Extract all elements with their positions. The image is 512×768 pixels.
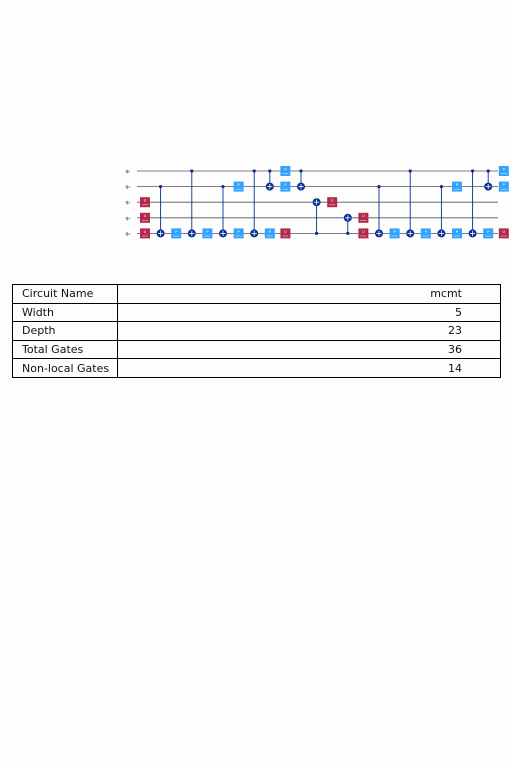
row-label: Non-local Gates (13, 359, 118, 378)
p-gate-label: P (502, 167, 505, 172)
p-gate (234, 228, 244, 238)
control-dot (190, 169, 193, 172)
row-label: Depth (13, 322, 118, 341)
u-gate-label: U (143, 198, 147, 203)
control-dot (315, 232, 318, 235)
u-gate (140, 197, 150, 207)
control-dot (377, 185, 380, 188)
p-gate-label: P (284, 183, 287, 187)
p-gate-label: P (455, 183, 459, 187)
table-row (13, 322, 501, 341)
p-gate (202, 228, 212, 238)
cnot-gate (375, 185, 383, 237)
p-gate (171, 228, 181, 238)
table-row (13, 340, 501, 359)
p-gate (499, 166, 509, 176)
p-gate-label: P (487, 229, 490, 234)
u-gate (327, 197, 337, 207)
p-gate (280, 166, 290, 176)
row-value: 36 (118, 340, 501, 359)
control-dot (409, 169, 412, 172)
circuit-info-table (12, 284, 501, 378)
p-gate (452, 228, 462, 238)
cnot-gate (484, 169, 492, 190)
table-row (13, 285, 501, 304)
qubit-label: q₁ (125, 185, 130, 191)
u-gate (140, 228, 150, 238)
row-label: Total Gates (13, 340, 118, 359)
control-dot (346, 232, 349, 235)
qubit-label: q₄ (125, 231, 130, 237)
control-dot (299, 169, 302, 172)
p-gate-label: P (237, 229, 240, 234)
u-gate-label: U (362, 229, 365, 234)
row-value: mcmt (118, 285, 501, 304)
control-dot (221, 185, 224, 188)
u-gate-label: U (143, 229, 147, 234)
circuit-diagram (0, 0, 512, 260)
u-gate-label: U (362, 214, 365, 219)
qubit-label: q₂ (125, 200, 130, 206)
cnot-gate (406, 169, 414, 237)
cnot-gate (266, 169, 274, 190)
control-dot (471, 169, 474, 172)
p-gate (265, 228, 275, 238)
qubit-labels (125, 170, 130, 237)
u-gate (358, 213, 368, 223)
cnot-gate (297, 169, 305, 190)
row-label: Circuit Name (13, 285, 118, 304)
table-row (13, 303, 501, 322)
p-gate-label: P (268, 229, 271, 234)
u-gate (499, 228, 509, 238)
control-dot (440, 185, 443, 188)
p-gate (280, 182, 290, 192)
p-gate-label: P (284, 167, 287, 172)
control-dot (487, 169, 490, 172)
p-gate (390, 228, 400, 238)
u-gate (140, 213, 150, 223)
control-dot (253, 169, 256, 172)
cnot-gate (313, 198, 321, 235)
p-gate (421, 228, 431, 238)
cnot-gate (188, 169, 196, 237)
cnot-gate (344, 214, 352, 235)
u-gate-label: U (143, 214, 147, 219)
p-gate (499, 182, 509, 192)
qubit-label: q₀ (125, 169, 130, 175)
row-value: 23 (118, 322, 501, 341)
p-gate-label: P (206, 229, 209, 234)
table-row (13, 359, 501, 378)
row-label: Width (13, 303, 118, 322)
cnot-gate (469, 169, 477, 237)
p-gate-label: P (424, 229, 427, 234)
cnot-gate (437, 185, 445, 237)
row-value: 14 (118, 359, 501, 378)
control-dot (268, 169, 271, 172)
u-gate (358, 228, 368, 238)
cnot-gate (157, 185, 165, 237)
control-dot (159, 185, 162, 188)
row-value: 5 (118, 303, 501, 322)
p-gate-label: P (502, 183, 505, 187)
p-gate (234, 182, 244, 192)
p-gate (483, 228, 493, 238)
p-gate-label: P (455, 229, 459, 234)
p-gate-label: P (175, 229, 178, 234)
p-gate-label: P (237, 183, 240, 187)
p-gate-label: P (393, 229, 396, 234)
p-gate (452, 182, 462, 192)
qubit-label: q₃ (125, 216, 130, 222)
u-gate-label: U (284, 229, 287, 234)
u-gate-label: U (502, 229, 506, 234)
cnot-gate (250, 169, 258, 237)
cnot-gate (219, 185, 227, 237)
u-gate-label: U (330, 198, 334, 203)
u-gate (280, 228, 290, 238)
